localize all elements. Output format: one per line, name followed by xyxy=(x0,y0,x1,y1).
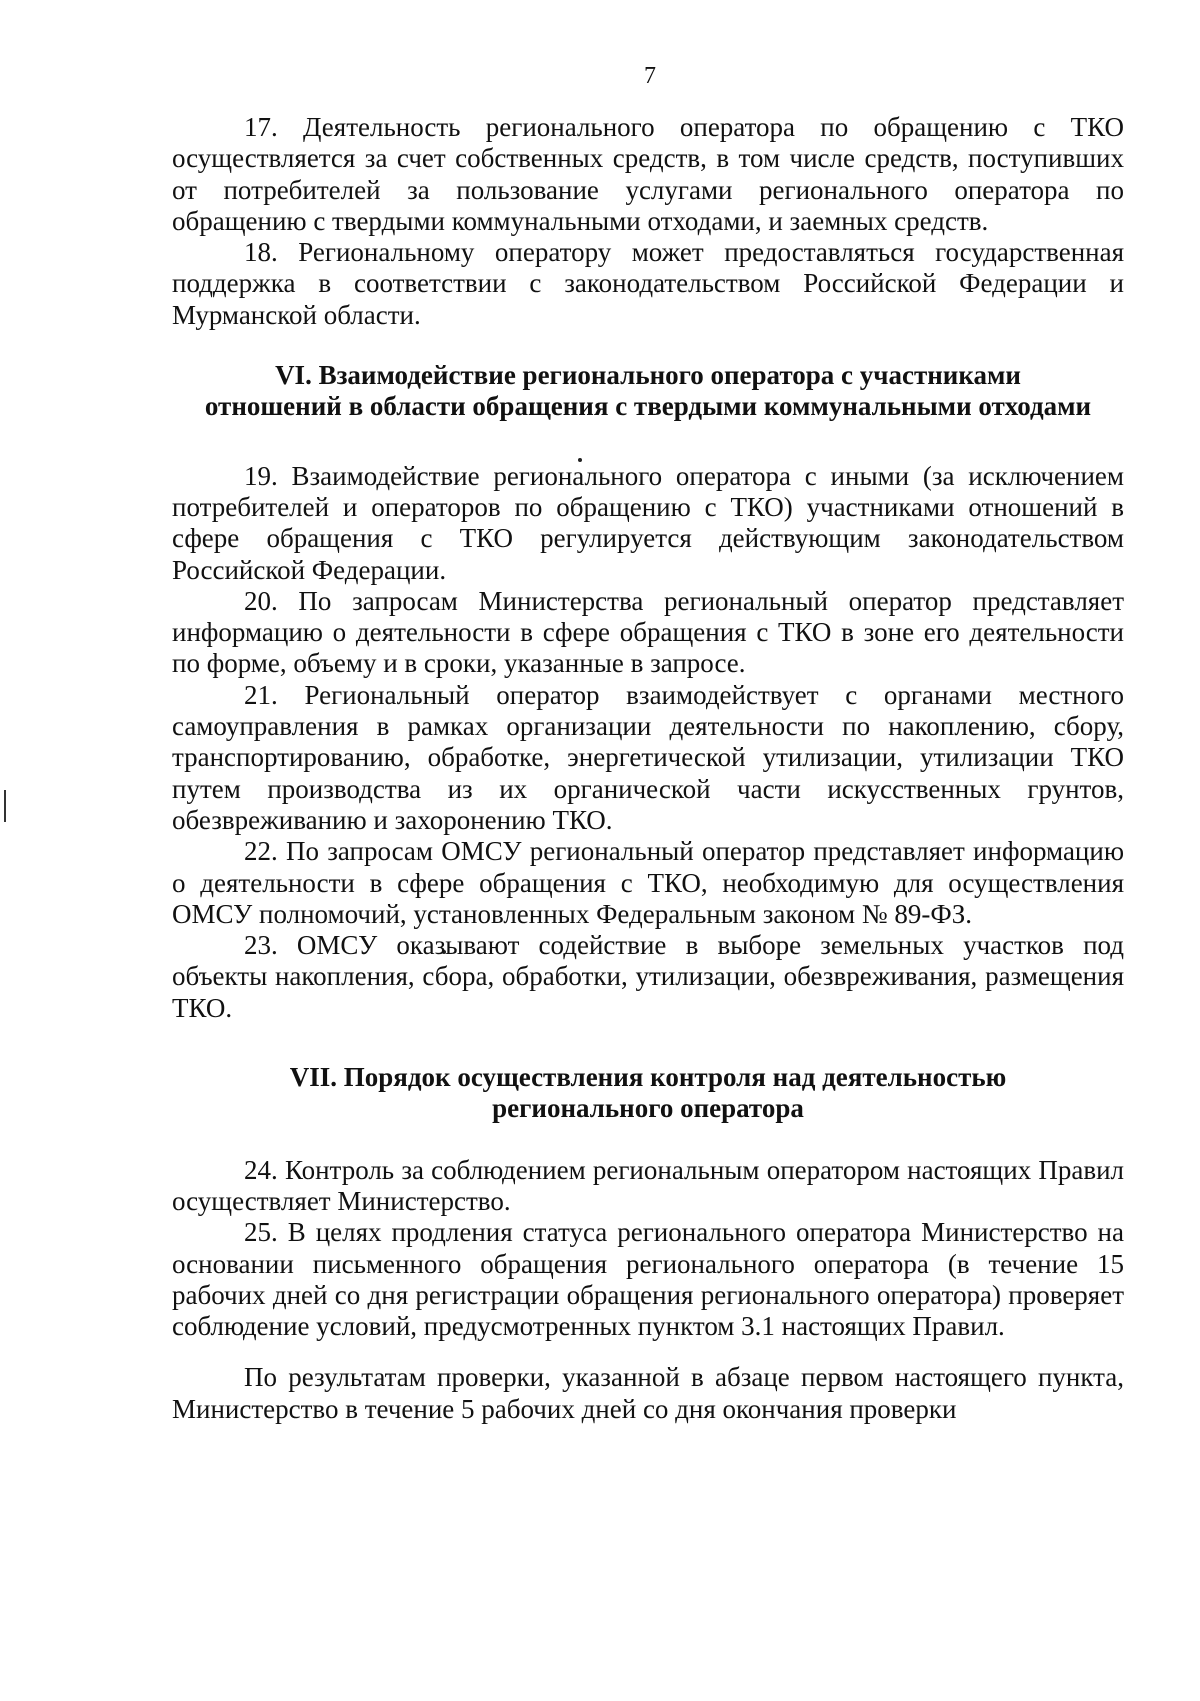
paragraph-19: 19. Взаимодействие регионального оператора с иными (за исключением потребителей и операторов по обращению с ТКО) участниками отношений в сфере обращения с ТКО регулируется действующим законодательством Российской Федерации. xyxy=(172,460,1124,585)
paragraph-18: 18. Региональному оператору может предоставляться государственная поддержка в соответствии с законодательством Российской Федерации и Мурманской области. xyxy=(172,237,1124,330)
paragraph-23: 23. ОМСУ оказывают содействие в выборе земельных участков под объекты накопления, сбора, обработки, утилизации, обезвреживания, размещения ТКО. xyxy=(172,930,1124,1023)
document-body xyxy=(172,112,1124,1425)
section-heading-vi-line1: VI. Взаимодействие регионального оператора с участниками xyxy=(275,360,1021,391)
paragraph-17: 17. Деятельность регионального оператора по обращению с ТКО осуществляется за счет собственных средств, в том числе средств, поступивших от потребителей за пользование услугами регионального оператора по обращению с твердыми коммунальными отходами, и заемных средств. xyxy=(172,112,1124,236)
section-heading-vii xyxy=(172,1062,1124,1125)
paragraph-22: 22. По запросам ОМСУ региональный оператор представляет информацию о деятельности в сфере обращения с ТКО, необходимую для осуществления ОМСУ полномочий, установленных Федеральным законом № 89-ФЗ. xyxy=(172,836,1124,929)
scan-artifact-mark xyxy=(4,790,6,822)
section-heading-vii-line1: VII. Порядок осуществления контроля над деятельностью xyxy=(289,1062,1007,1093)
section-heading-vi xyxy=(172,360,1124,423)
paragraph-20: 20. По запросам Министерства региональный оператор представляет информацию о деятельности в сфере обращения с ТКО в зоне его деятельности по форме, объему и в сроки, указанные в запросе. xyxy=(172,585,1124,679)
section-heading-vii-line2: регионального оператора xyxy=(492,1093,804,1124)
section-heading-vi-line2: отношений в области обращения с твердыми коммунальными отходами xyxy=(204,391,1092,422)
paragraph-21: 21. Региональный оператор взаимодействует с органами местного самоуправления в рамках организации деятельности по накоплению, сбору, транспортированию, обработке, энергетической утилизации, утилизации ТКО путем производства из их органической части искусственных грунтов, обезвреживанию и захоронению ТКО. xyxy=(172,679,1124,835)
page-number: 7 xyxy=(644,63,656,89)
paragraph-25-continuation: По результатам проверки, указанной в абзаце первом настоящего пункта, Министерство в течение 5 рабочих дней со дня окончания проверки xyxy=(172,1362,1124,1424)
paragraph-24: 24. Контроль за соблюдением региональным оператором настоящих Правил осуществляет Министерство. xyxy=(172,1154,1124,1216)
paragraph-25: 25. В целях продления статуса регионального оператора Министерство на основании письменного обращения регионального оператора (в течение 15 рабочих дней со дня регистрации обращения регионального оператора) проверяет соблюдение условий, предусмотренных пунктом 3.1 настоящих Правил. xyxy=(172,1217,1124,1342)
